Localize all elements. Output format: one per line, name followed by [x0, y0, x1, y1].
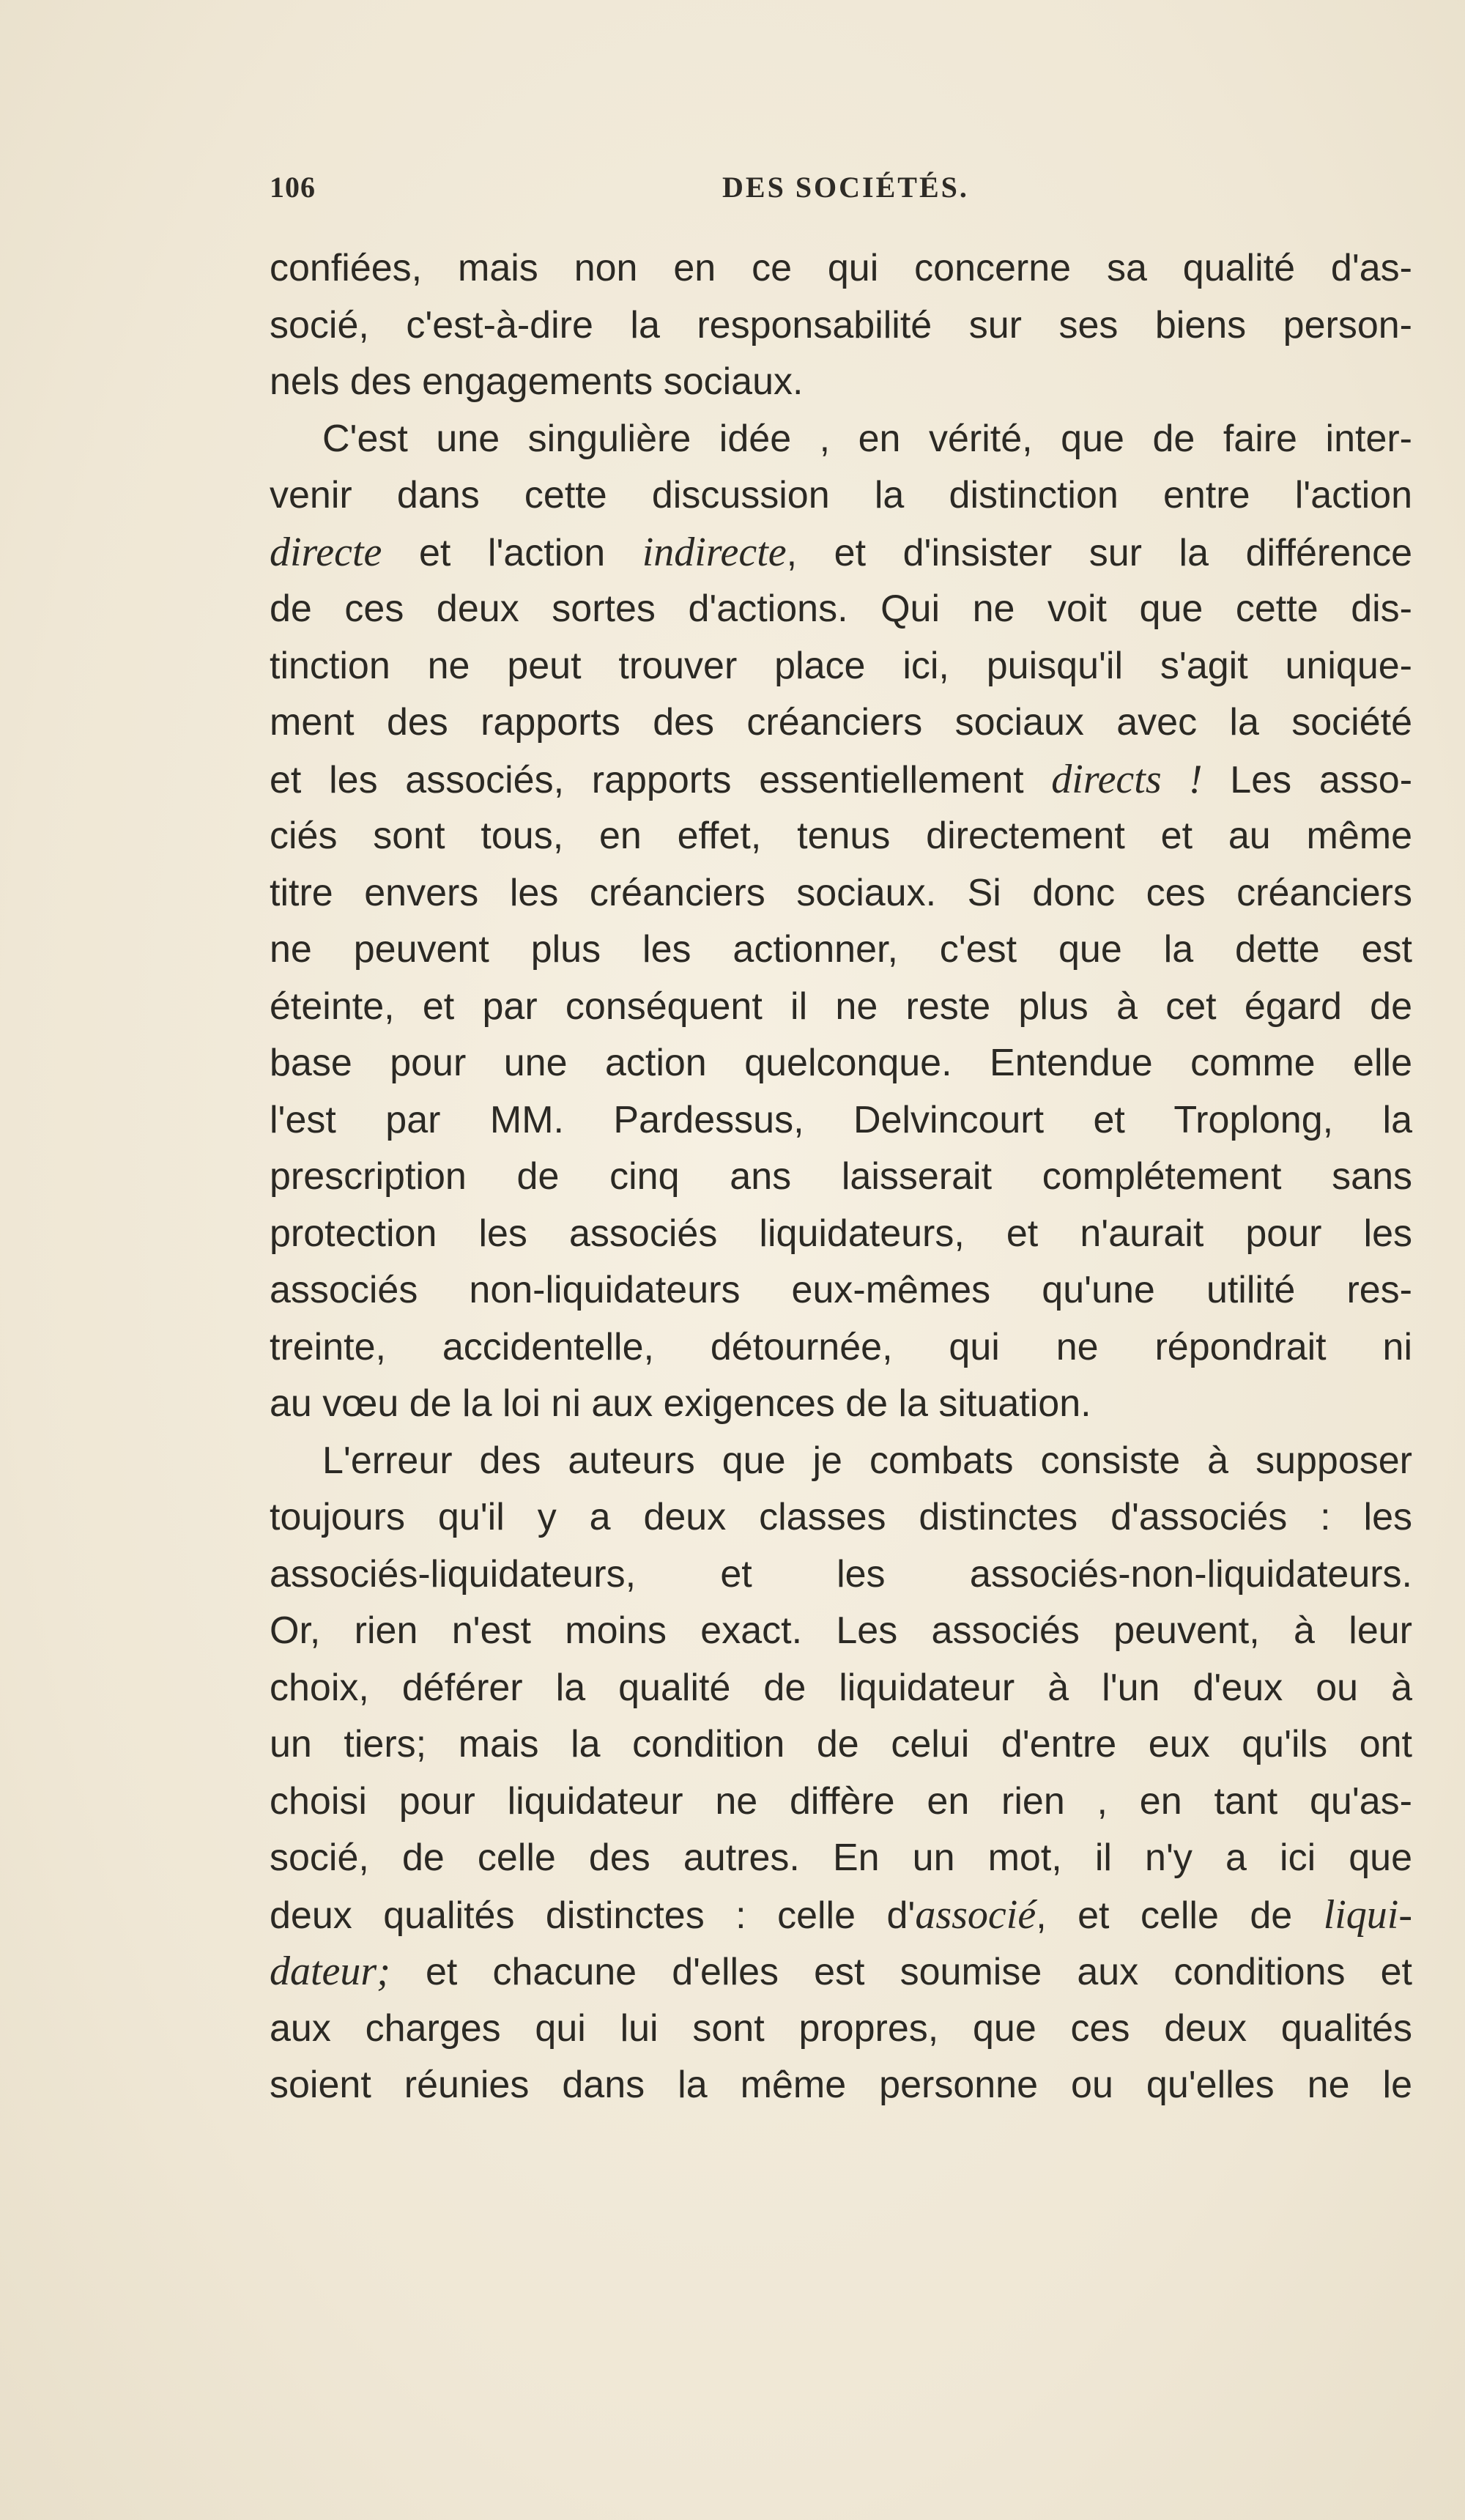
text-line: toujours qu'il y a deux classes distinctes d'associés : les: [270, 1496, 1412, 1538]
text-line: choix, déférer la qualité de liquidateur à l'un d'eux ou à: [270, 1666, 1412, 1709]
text-line: dateur; et chacune d'elles est soumise aux conditions et: [270, 1949, 1412, 1994]
text-line: nels des engagements sociaux.: [270, 360, 804, 403]
text-line: confiées, mais non en ce qui concerne sa qualité d'as-: [270, 247, 1412, 289]
text-line: directe et l'action indirecte, et d'insister sur la différence: [270, 529, 1412, 575]
text-line: éteinte, et par conséquent il ne reste plus à cet égard de: [270, 985, 1412, 1028]
text-line: ment des rapports des créanciers sociaux avec la société: [270, 701, 1412, 744]
italic-term: associé: [915, 1891, 1036, 1938]
text-line: associés-liquidateurs, et les associés-non-liquidateurs.: [270, 1552, 1412, 1596]
text-line: associés non-liquidateurs eux-mêmes qu'une utilité res-: [270, 1269, 1412, 1311]
paragraph-start-line: C'est une singulière idée , en vérité, que de faire inter-: [322, 417, 1412, 460]
text-line: ne peuvent plus les actionner, c'est que la dette est: [270, 928, 1412, 971]
text-line: socié, c'est-à-dire la responsabilité sur ses biens person-: [270, 303, 1412, 346]
page-header: [270, 170, 1412, 214]
running-head: DES SOCIÉTÉS.: [722, 171, 969, 204]
body-text: [270, 240, 1412, 2114]
italic-term: directe: [270, 529, 382, 575]
text-line: tinction ne peut trouver place ici, puisqu'il s'agit unique-: [270, 644, 1412, 687]
text-line: titre envers les créanciers sociaux. Si donc ces créanciers: [270, 871, 1412, 914]
text-line: ciés sont tous, en effet, tenus directement et au même: [270, 815, 1412, 857]
text-line: l'est par MM. Pardessus, Delvincourt et Troplong, la: [270, 1098, 1412, 1141]
italic-term: liqui-: [1323, 1891, 1413, 1938]
italic-term: indirecte: [642, 529, 787, 575]
italic-term: dateur;: [270, 1949, 390, 1994]
text-line: aux charges qui lui sont propres, que ces deux qualités: [270, 2006, 1412, 2050]
text-line: socié, de celle des autres. En un mot, il n'y a ici que: [270, 1837, 1412, 1879]
paragraph-start-line: L'erreur des auteurs que je combats consiste à supposer: [322, 1439, 1412, 1482]
text-line: de ces deux sortes d'actions. Qui ne voit que cette dis-: [270, 588, 1412, 630]
text-line: protection les associés liquidateurs, et n'aurait pour les: [270, 1212, 1412, 1255]
text-line: choisi pour liquidateur ne diffère en rien , en tant qu'as-: [270, 1779, 1412, 1823]
italic-term: directs !: [1051, 756, 1203, 802]
text-line: venir dans cette discussion la distinction entre l'action: [270, 474, 1412, 516]
text-line: prescription de cinq ans laisserait complétement sans: [270, 1155, 1412, 1198]
text-line: treinte, accidentelle, détournée, qui ne répondrait ni: [270, 1325, 1412, 1368]
text-line: et les associés, rapports essentiellement directs ! Les asso-: [270, 756, 1413, 802]
text-line: base pour une action quelconque. Entendue comme elle: [270, 1042, 1412, 1084]
text-line: soient réunies dans la même personne ou qu'elles ne le: [270, 2064, 1412, 2106]
text-line: Or, rien n'est moins exact. Les associés peuvent, à leur: [270, 1609, 1412, 1652]
text-line: au vœu de la loi ni aux exigences de la situation.: [270, 1382, 1091, 1425]
text-line: deux qualités distinctes : celle d'associé, et celle de liqui-: [270, 1891, 1413, 1938]
page-number: 106: [270, 171, 316, 204]
text-line: un tiers; mais la condition de celui d'entre eux qu'ils ont: [270, 1723, 1412, 1765]
